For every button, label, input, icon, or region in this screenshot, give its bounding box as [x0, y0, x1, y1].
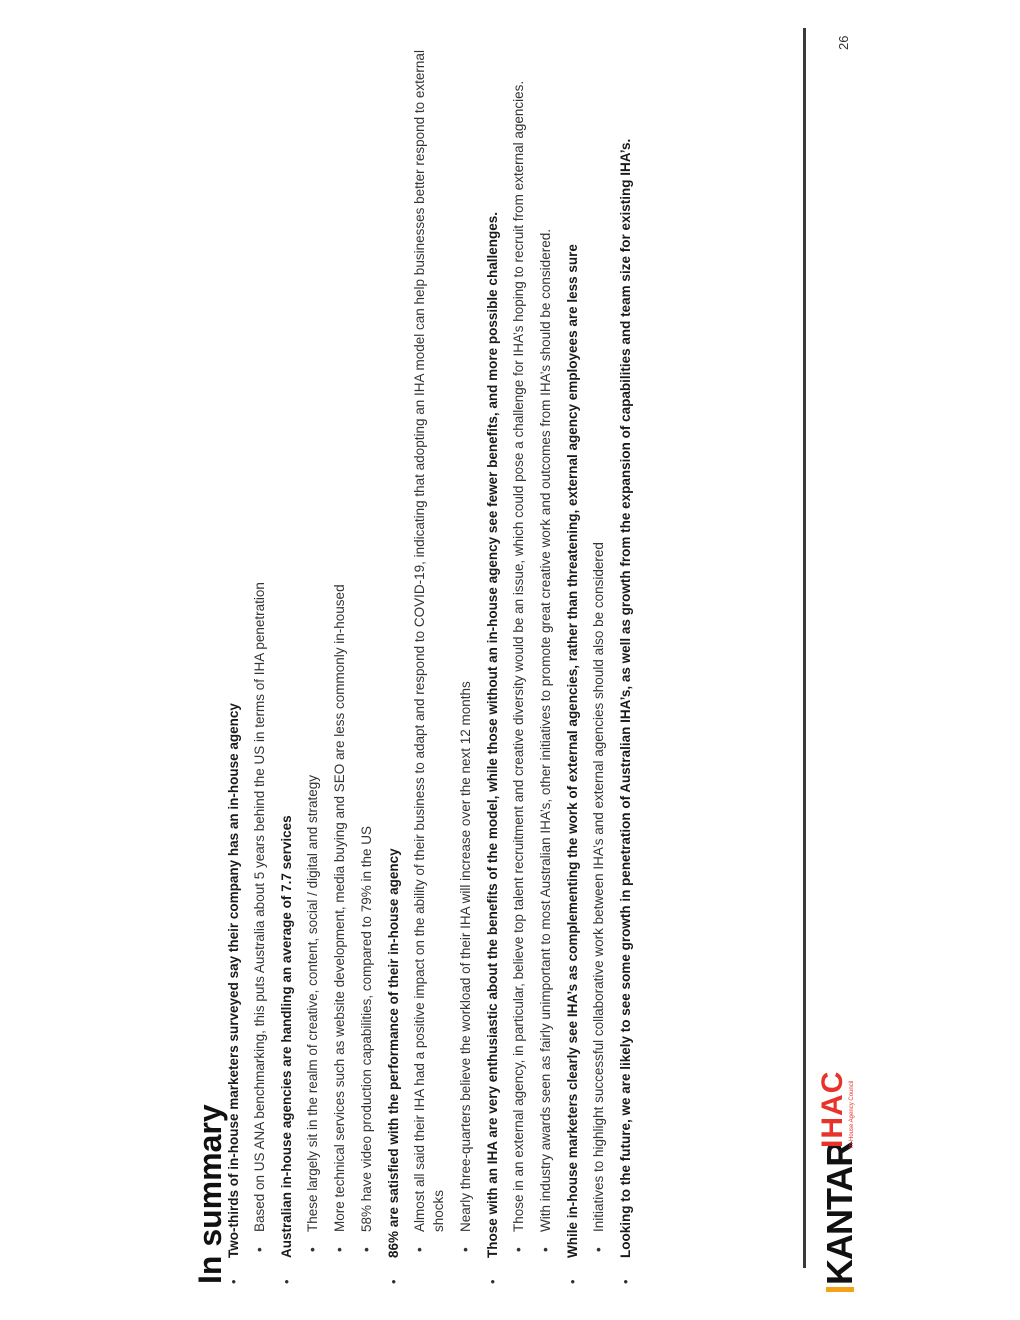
item-bullet: •: [412, 1247, 427, 1252]
section-bullet: •: [618, 1279, 633, 1284]
item-bullet: •: [359, 1247, 374, 1252]
list-item: [410, 38, 448, 1258]
list-item-text: More technical services such as website development, media buying and SEO are less commonly in-housed: [332, 584, 347, 1232]
section-items: [509, 38, 555, 1258]
summary-section: [616, 38, 645, 1284]
section-heading: Those with an IHA are very enthusiastic about the benefits of the model, while those without an in-house agency see fewer benefits, and more possible challenges.: [485, 212, 500, 1258]
list-item: [536, 38, 555, 1258]
item-bullet: •: [591, 1247, 606, 1252]
item-bullet: •: [332, 1247, 347, 1252]
item-bullet: •: [511, 1247, 526, 1252]
ihac-logo: [818, 1071, 856, 1148]
ihac-logo-subtitle: In-House Agency Council: [849, 1080, 855, 1148]
item-bullet: •: [458, 1247, 473, 1252]
section-heading: Australian in-house agencies are handling an average of 7.7 services: [279, 815, 294, 1258]
list-item: [456, 38, 475, 1258]
ihac-logo-text: IHAC: [816, 1070, 849, 1148]
section-items: [250, 38, 269, 1258]
list-item: [589, 38, 608, 1258]
section-bullet: •: [226, 1279, 241, 1284]
list-item-text: Based on US ANA benchmarking, this puts Australia about 5 years behind the US in terms of IHA penetration: [252, 582, 267, 1232]
section-bullet: •: [386, 1279, 401, 1284]
section-items: [303, 38, 376, 1258]
section-items: [410, 38, 475, 1258]
section-heading: 86% are satisfied with the performance of their in-house agency: [386, 848, 401, 1258]
list-item-text: These largely sit in the realm of creative, content, social / digital and strategy: [305, 775, 320, 1232]
summary-section: [483, 38, 555, 1284]
item-bullet: •: [305, 1247, 320, 1252]
page-title: In summary: [192, 1104, 228, 1284]
kantar-logo-text: KANTAR: [819, 1141, 860, 1285]
summary-section: [277, 38, 376, 1284]
item-bullet: •: [538, 1247, 553, 1252]
section-bullet: •: [485, 1279, 500, 1284]
kantar-accent-bar: [826, 1287, 854, 1292]
list-item: [250, 38, 269, 1258]
list-item: [303, 38, 322, 1258]
list-item: [330, 38, 349, 1258]
list-item-text: Nearly three-quarters believe the workload of their IHA will increase over the next 12 months: [458, 681, 473, 1232]
section-bullet: •: [279, 1279, 294, 1284]
section-heading: Two-thirds of in-house marketers surveyed say their company has an in-house agency: [226, 703, 241, 1258]
summary-list: [224, 38, 645, 1284]
summary-section: [384, 38, 475, 1284]
section-bullet: •: [565, 1279, 580, 1284]
list-item-text: With industry awards seen as fairly unimportant to most Australian IHA’s, other initiatives to promote great creative work and outcomes from IHA’s should be considered.: [538, 229, 553, 1232]
list-item-text: Those in an external agency, in particular, believe top talent recruitment and creative diversity would be an issue, which could pose a challenge for IHA’s hoping to recruit from external agencies.: [511, 80, 526, 1232]
kantar-logo: [819, 1141, 860, 1292]
section-heading: While in-house marketers clearly see IHA’s as complementing the work of external agencies, rather than threatening, external agency employees are less sure: [565, 244, 580, 1258]
page-number: 26: [836, 35, 851, 50]
section-heading: Looking to the future, we are likely to see some growth in penetration of Australian IHA’s, as well as growth from the expansion of capabilities and team size for existing IHA’s.: [618, 138, 633, 1258]
section-items: [589, 38, 608, 1258]
summary-section: [224, 38, 269, 1284]
list-item-text: Initiatives to highlight successful collaborative work between IHA’s and external agencies should also be considered: [591, 542, 606, 1232]
list-item-text: 58% have video production capabilities, compared to 79% in the US: [359, 826, 374, 1232]
footer-divider: [803, 28, 806, 1268]
summary-section: [563, 38, 608, 1284]
item-bullet: •: [252, 1247, 267, 1252]
list-item: [509, 38, 528, 1258]
list-item: [357, 38, 376, 1258]
list-item-text: Almost all said their IHA had a positive impact on the ability of their business to adapt and respond to COVID-19, indicating that adopting an IHA model can help businesses better respond to external shocks: [412, 50, 446, 1232]
